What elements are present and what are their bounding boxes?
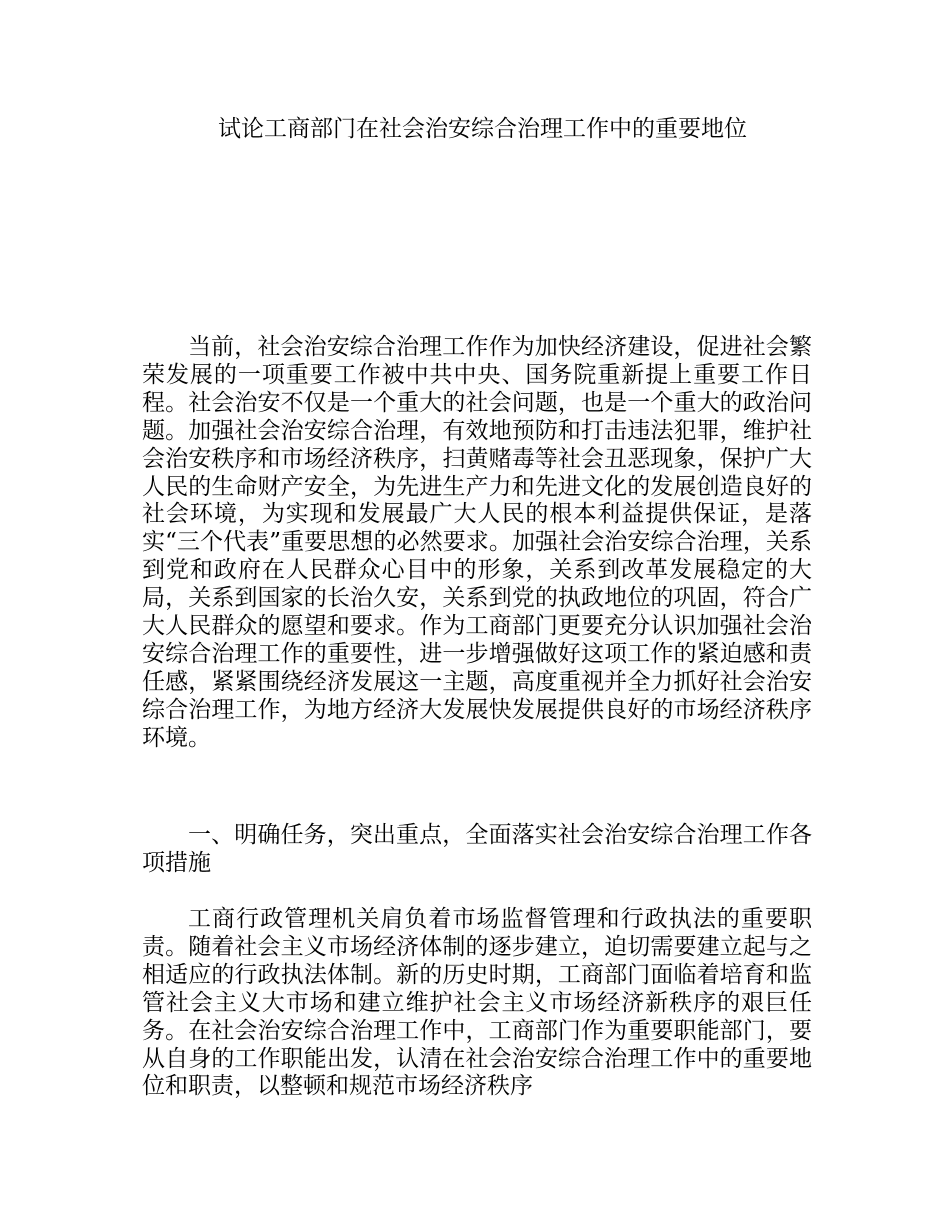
paragraph-section-1: 工商行政管理机关肩负着市场监督管理和行政执法的重要职责。随着社会主义市场经济体制的逐步建立，迫切需要建立起与之相适应的行政执法体制。新的历史时期，工商部门面临着培育和监管社会主义大市场和建立维护社会主义市场经济新秩序的艰巨任务。在社会治安综合治理工作中，工商部门作为重要职能部门，要从自身的工作职能出发，认清在社会治安综合治理工作中的重要地位和职责，以整顿和规范市场经济秩序	[142, 906, 812, 1100]
document-title: 试论工商部门在社会治安综合治理工作中的重要地位	[218, 116, 747, 142]
paragraph-intro: 当前，社会治安综合治理工作作为加快经济建设，促进社会繁荣发展的一项重要工作被中共中央、国务院重新提上重要工作日程。社会治安不仅是一个重大的社会问题，也是一个重大的政治问题。加强社会治安综合治理，有效地预防和打击违法犯罪，维护社会治安秩序和市场经济秩序，扫黄赌毒等社会丑恶现象，保护广大人民的生命财产安全，为先进生产力和先进文化的发展创造良好的社会环境，为实现和发展最广大人民的根本利益提供保证，是落实“三个代表”重要思想的必然要求。加强社会治安综合治理，关系到党和政府在人民群众心目中的形象，关系到改革发展稳定的大局，关系到国家的长治久安，关系到党的执政地位的巩固，符合广大人民群众的愿望和要求。作为工商部门更要充分认识加强社会治安综合治理工作的重要性，进一步增强做好这项工作的紧迫感和责任感，紧紧围绕经济发展这一主题，高度重视并全力抓好社会治安综合治理工作，为地方经济大发展快发展提供良好的市场经济秩序环境。	[142, 334, 812, 751]
section-heading-1: 一、明确任务，突出重点，全面落实社会治安综合治理工作各项措施	[142, 822, 812, 876]
